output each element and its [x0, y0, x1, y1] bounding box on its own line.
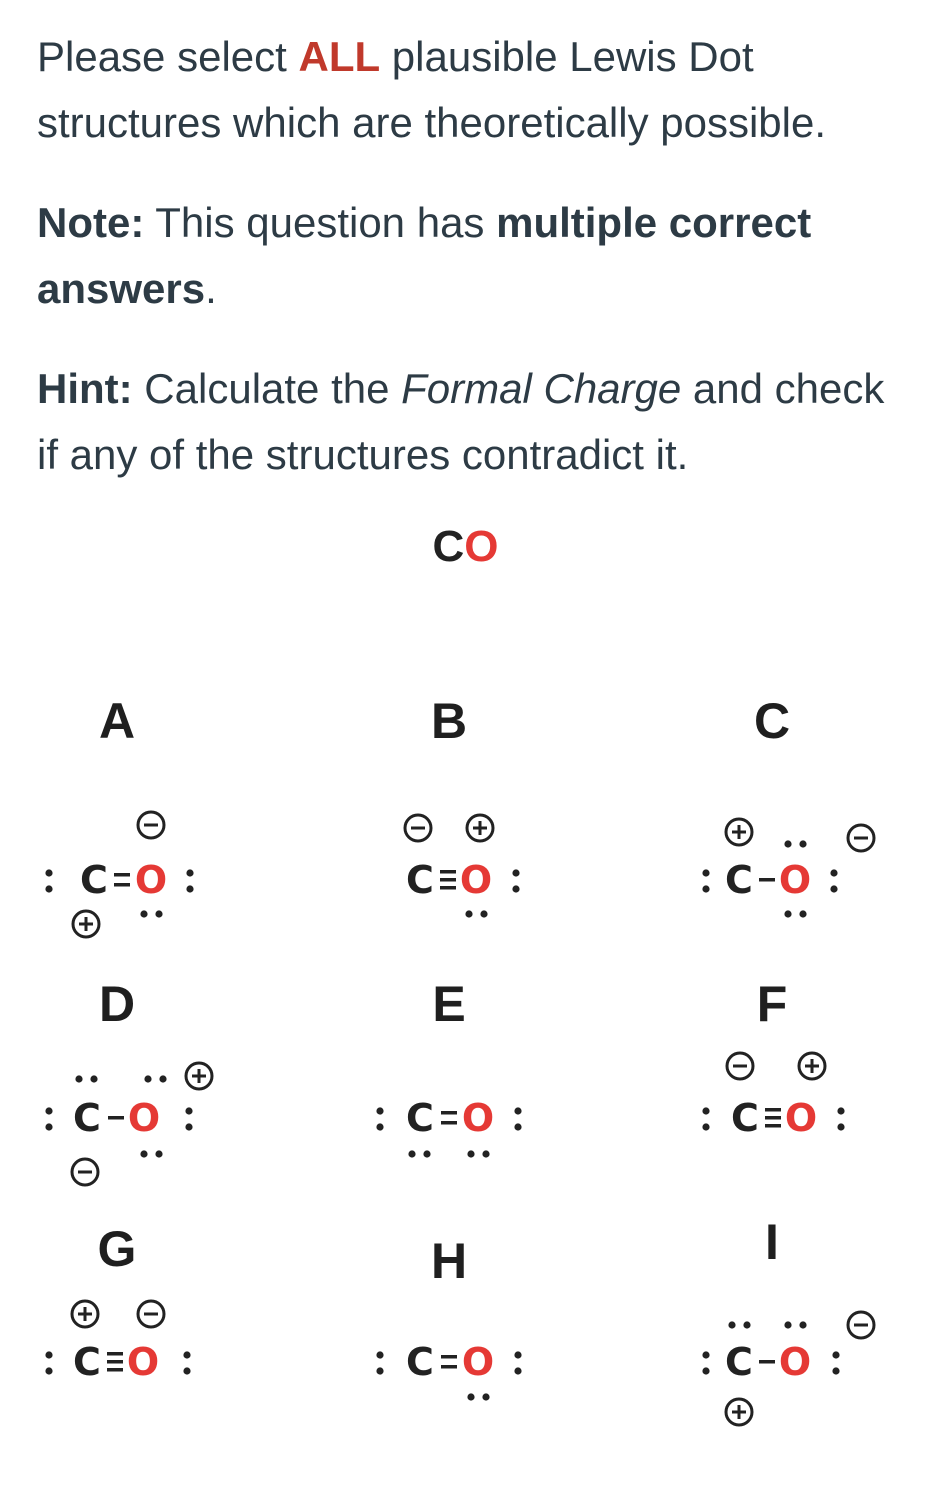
- molecule-title: CO: [432, 522, 499, 571]
- oxygen-atom: O: [127, 1096, 161, 1140]
- lone-pair: [837, 1107, 844, 1130]
- lewis-structure-h[interactable]: [360, 1285, 560, 1415]
- double-bond: [114, 873, 130, 887]
- lewis-structure-d[interactable]: [30, 1040, 230, 1200]
- lone-pair: [702, 869, 709, 892]
- carbon-atom: C: [73, 1096, 101, 1140]
- triple-bond: [440, 870, 456, 890]
- negative-charge-icon: [138, 812, 164, 838]
- lone-pair: [183, 1351, 190, 1374]
- multiple-correct-emphasis: multiple correct answers: [37, 199, 812, 312]
- lone-pair: [702, 1107, 709, 1130]
- lone-pair: [702, 1351, 709, 1374]
- carbon-atom: C: [406, 1340, 434, 1384]
- positive-charge-icon: [467, 815, 493, 841]
- oxygen-atom: O: [134, 858, 168, 902]
- carbon-atom: C: [80, 858, 108, 902]
- single-bond: [108, 1116, 124, 1120]
- lone-pair: [140, 1150, 162, 1157]
- carbon-atom: C: [73, 1340, 101, 1384]
- carbon-atom: C: [725, 858, 753, 902]
- negative-charge-icon: [72, 1159, 98, 1185]
- lone-pair: [140, 910, 162, 917]
- oxygen-atom: O: [126, 1340, 160, 1384]
- lone-pair: [465, 910, 487, 917]
- negative-charge-icon: [138, 1301, 164, 1327]
- triple-bond: [107, 1352, 123, 1372]
- option-letter-h: H: [430, 1233, 468, 1289]
- lewis-structure-i[interactable]: [690, 1285, 890, 1435]
- single-bond: [759, 1360, 775, 1364]
- lewis-structure-e[interactable]: [360, 1040, 560, 1200]
- single-bond: [759, 878, 775, 882]
- double-bond: [441, 1111, 457, 1125]
- triple-bond: [765, 1108, 781, 1128]
- option-letter-d: D: [98, 976, 136, 1032]
- lewis-structure-g[interactable]: [30, 1285, 230, 1415]
- positive-charge-icon: [186, 1063, 212, 1089]
- lewis-structure-b[interactable]: [370, 800, 550, 950]
- carbon-atom: C: [731, 1096, 759, 1140]
- option-letter-f: F: [756, 976, 788, 1032]
- carbon-atom: C: [725, 1340, 753, 1384]
- oxygen-atom: O: [461, 1340, 495, 1384]
- positive-charge-icon: [73, 911, 99, 937]
- carbon-atom: C: [406, 1096, 434, 1140]
- lone-pair: [186, 869, 193, 892]
- lone-pair: [185, 1107, 192, 1130]
- lone-pair: [514, 1107, 521, 1130]
- oxygen-atom: O: [784, 1096, 818, 1140]
- lone-pair: [408, 1150, 430, 1157]
- oxygen-atom: O: [778, 858, 812, 902]
- lewis-structure-c[interactable]: [690, 800, 890, 950]
- lone-pair: [75, 1075, 97, 1082]
- all-emphasis: ALL: [298, 33, 381, 80]
- lone-pair: [376, 1107, 383, 1130]
- lone-pair: [728, 1321, 750, 1328]
- lone-pair: [144, 1075, 166, 1082]
- positive-charge-icon: [726, 1399, 752, 1425]
- option-letter-c: C: [753, 693, 791, 749]
- option-letter-b: B: [430, 693, 468, 749]
- lone-pair: [830, 869, 837, 892]
- oxygen-atom: O: [459, 858, 493, 902]
- double-bond: [441, 1355, 457, 1369]
- lone-pair: [512, 869, 519, 892]
- oxygen-atom: O: [778, 1340, 812, 1384]
- oxygen-atom: O: [461, 1096, 495, 1140]
- lone-pair: [832, 1351, 839, 1374]
- lone-pair: [514, 1351, 521, 1374]
- lewis-structure-a[interactable]: [30, 800, 210, 950]
- negative-charge-icon: [848, 825, 874, 851]
- lone-pair: [467, 1393, 489, 1400]
- negative-charge-icon: [727, 1053, 753, 1079]
- lone-pair: [45, 1107, 52, 1130]
- lone-pair: [784, 840, 806, 847]
- carbon-atom: C: [406, 858, 434, 902]
- option-letter-a: A: [98, 693, 136, 749]
- lone-pair: [467, 1150, 489, 1157]
- hint-label: Hint:: [37, 365, 133, 412]
- hint-text: Hint: Calculate the Formal Charge and check if any of the structures contradict it.: [37, 365, 885, 478]
- negative-charge-icon: [848, 1312, 874, 1338]
- formal-charge-emphasis: Formal Charge: [401, 365, 682, 412]
- lone-pair: [784, 910, 806, 917]
- instruction-text: Please select ALL plausible Lewis Dot structures which are theoretically possible.: [37, 33, 827, 146]
- lone-pair: [45, 869, 52, 892]
- option-letter-e: E: [432, 976, 466, 1032]
- lone-pair: [784, 1321, 806, 1328]
- negative-charge-icon: [405, 815, 431, 841]
- positive-charge-icon: [799, 1053, 825, 1079]
- note-label: Note:: [37, 199, 145, 246]
- lone-pair: [376, 1351, 383, 1374]
- positive-charge-icon: [726, 819, 752, 845]
- positive-charge-icon: [72, 1301, 98, 1327]
- lone-pair: [45, 1351, 52, 1374]
- note-text: Note: This question has multiple correct answers.: [37, 199, 812, 312]
- lewis-structure-f[interactable]: [690, 1040, 890, 1200]
- option-letter-g: G: [97, 1221, 137, 1277]
- option-letter-i: I: [765, 1214, 779, 1270]
